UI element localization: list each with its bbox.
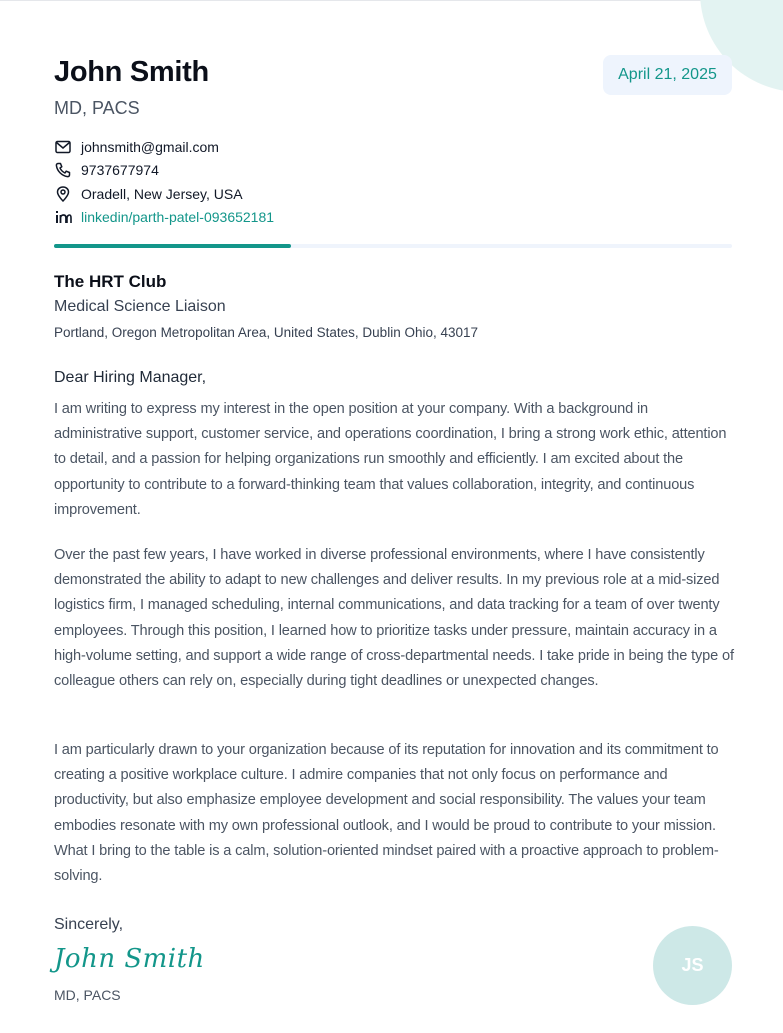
applicant-name: John Smith	[54, 56, 209, 88]
contact-list	[54, 135, 274, 229]
signature-credentials: MD, PACS	[54, 987, 121, 1003]
contact-email-text: johnsmith@gmail.com	[81, 138, 219, 155]
letter-paragraph: I am writing to express my interest in the open position at your company. With a background in administrative support, customer service, and operations coordination, I bring a strong work ethic, attention to detail, and a passion for helping organizations run smoothly and efficiently. I am excited about the opportunity to contribute to a forward-thinking team that values collaboration, integrity, and continuous improvement.	[54, 401, 727, 518]
mail-icon	[54, 138, 72, 156]
contact-location	[54, 182, 274, 206]
contact-phone-text: 9737677974	[81, 162, 159, 179]
avatar: JS	[653, 926, 732, 1005]
recipient-address: Portland, Oregon Metropolitan Area, United States, Dublin Ohio, 43017	[54, 325, 479, 340]
letter-paragraph: I am particularly drawn to your organization because of its reputation for innovation and its commitment to creating a positive workplace culture. I admire companies that not only focus on performance and productivity, but also emphasize employee development and social responsibility. The values your team embodies resonate with my own professional outlook, and I would be proud to contribute to your mission. What I bring to the table is a calm, solution-oriented mindset paired with a proactive approach to problem-solving.	[54, 742, 719, 885]
contact-location-text: Oradell, New Jersey, USA	[81, 185, 243, 202]
signature: John Smith	[54, 944, 205, 974]
phone-icon	[54, 161, 72, 179]
recipient-position: Medical Science Liaison	[54, 298, 226, 315]
top-border	[0, 0, 783, 1]
contact-linkedin[interactable]	[54, 206, 274, 230]
contact-email[interactable]	[54, 135, 274, 159]
header-divider-accent	[54, 244, 291, 248]
letter-closing: Sincerely,	[54, 916, 124, 933]
location-pin-icon	[54, 185, 72, 203]
linkedin-icon	[54, 208, 72, 226]
letter-greeting: Dear Hiring Manager,	[54, 369, 207, 386]
recipient-company: The HRT Club	[54, 272, 167, 291]
contact-linkedin-link[interactable]: linkedin/parth-patel-093652181	[81, 209, 275, 226]
letter-paragraph: Over the past few years, I have worked in diverse professional environments, where I have consistently demonstrated the ability to adapt to new challenges and deliver results. In my previous role at a mid-sized logistics firm, I managed scheduling, internal communications, and data tracking for a team of over twenty employees. Through this position, I learned how to prioritize tasks under pressure, maintain accuracy in a high-volume setting, and support a wide range of cross-departmental needs. I take pride in being the type of colleague others can rely on, especially during tight deadlines or unexpected changes.	[54, 547, 734, 690]
applicant-credentials: MD, PACS	[54, 98, 140, 118]
date-badge: April 21, 2025	[603, 55, 732, 95]
contact-phone[interactable]	[54, 159, 274, 183]
